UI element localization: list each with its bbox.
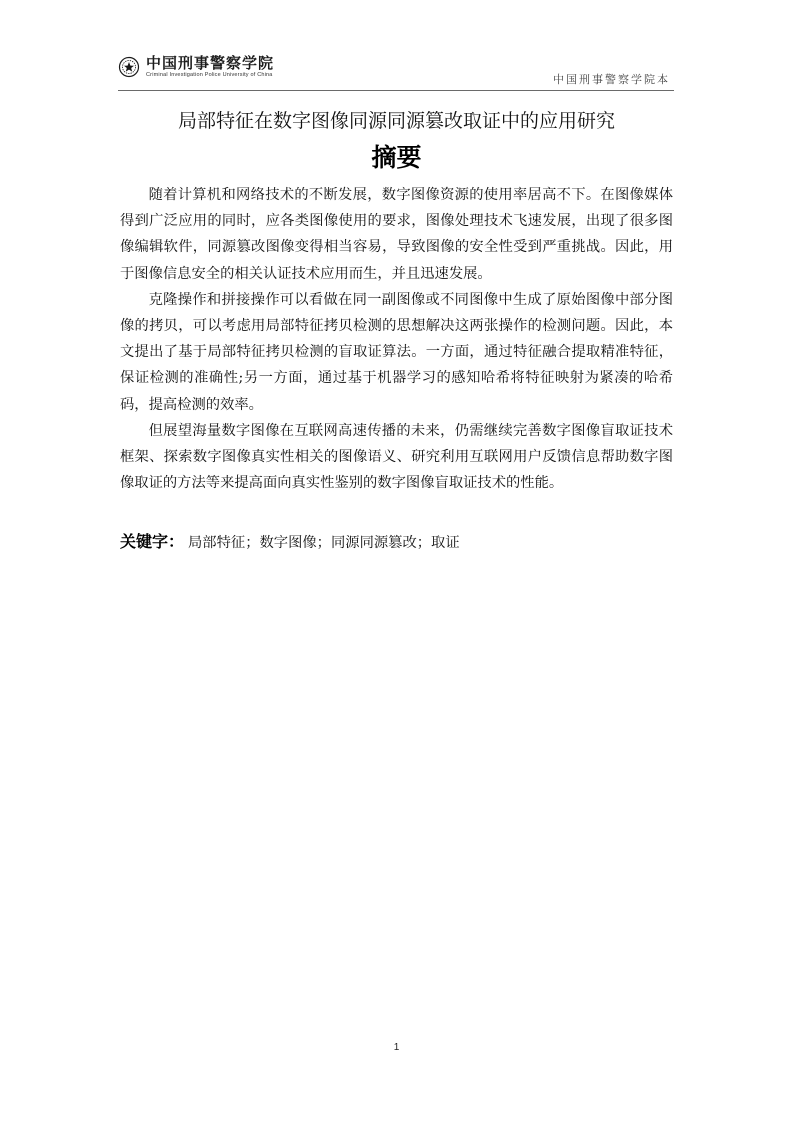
abstract-paragraph-2: 克隆操作和拼接操作可以看做在同一副图像或不同图像中生成了原始图像中部分图像的拷贝，可以考虑用局部特征拷贝检测的思想解决这两张操作的检测问题。因此，本文提出了基于局部特征拷贝检测的盲取证算法。一方面，通过特征融合提取精准特征，保证检测的准确性;另一方面，通过基于机器学习的感知哈希将特征映射为紧凑的哈希码，提高检测的效率。 [120, 291, 673, 413]
logo-chinese-name: 中国刑事警察学院 [146, 54, 275, 72]
university-logo [118, 56, 274, 79]
keywords-label: 关键字： [120, 532, 185, 551]
page-header [118, 54, 674, 91]
header-institution-text: 中国刑事警察学院本 [553, 73, 670, 86]
abstract-paragraph-1: 随着计算机和网络技术的不断发展，数字图像资源的使用率居高不下。在图像媒体得到广泛应用的同时，应各类图像使用的要求，图像处理技术飞速发展，出现了很多图像编辑软件，同源篡改图像变得相当容易，导致图像的安全性受到严重挑战。因此，用于图像信息安全的相关认证技术应用而生，并且迅速发展。 [120, 187, 673, 282]
abstract-paragraph-3: 但展望海量数字图像在互联网高速传播的未来，仍需继续完善数字图像盲取证技术框架、探索数字图像真实性相关的图像语义、研究利用互联网用户反馈信息帮助数字图像取证的方法等来提高面向真实性鉴别的数字图像盲取证技术的性能。 [120, 422, 673, 492]
logo-english-name: Criminal Investigation Police University of China [146, 72, 273, 78]
abstract-body [120, 182, 673, 496]
document-title: 局部特征在数字图像同源同源篡改取证中的应用研究 [177, 110, 615, 132]
police-badge-icon [118, 56, 140, 78]
abstract-heading: 摘要 [371, 143, 422, 172]
page-number: 1 [393, 1042, 400, 1053]
keywords-value: 局部特征；数字图像；同源同源篡改；取证 [188, 535, 460, 551]
keywords-line [120, 529, 673, 552]
